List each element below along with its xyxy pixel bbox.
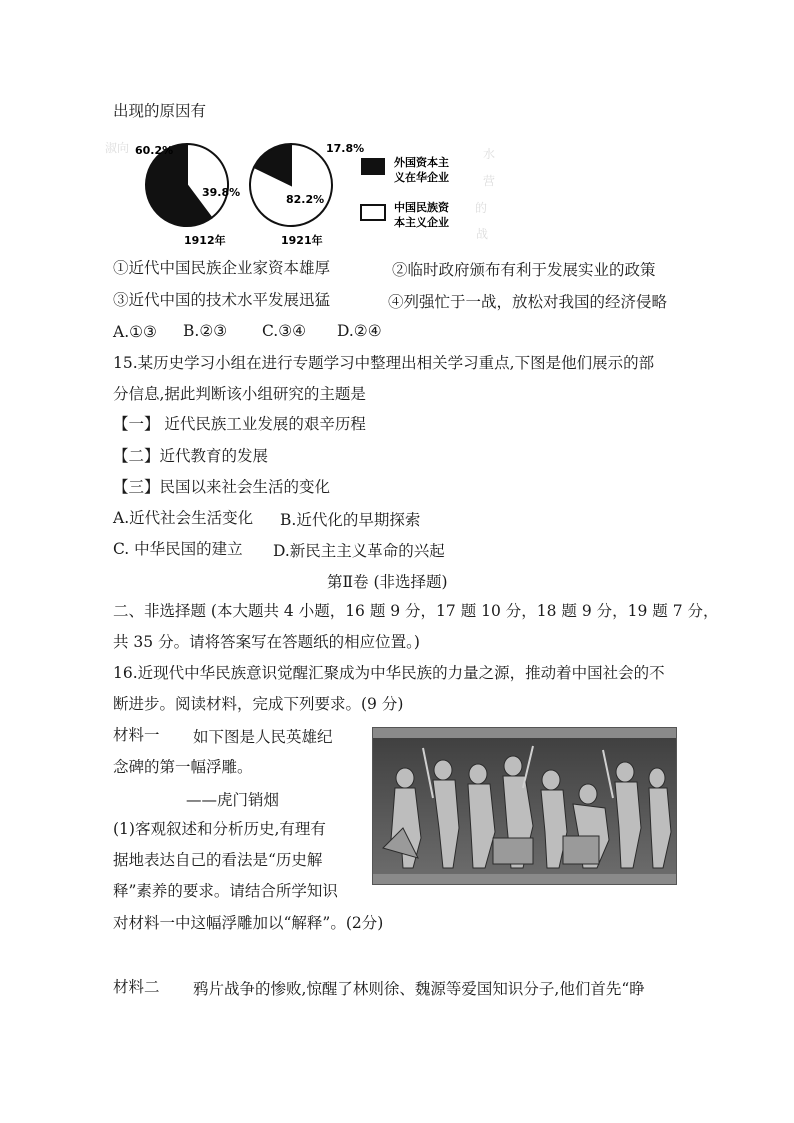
q14-option-b: B.②③ (183, 322, 228, 340)
q15-option-a: A.近代社会生活变化 (113, 509, 254, 527)
svg-text:水: 水 (483, 147, 496, 161)
q15-item-3: 【三】民国以来社会生活的变化 (113, 478, 331, 496)
q14-statement-3: ③近代中国的技术水平发展迅猛 (113, 291, 331, 309)
part2-intro-line2: 共 35 分。请将答案写在答题纸的相应位置。) (113, 633, 420, 651)
q15-option-d: D.新民主主义革命的兴起 (273, 542, 445, 560)
q15-item-2: 【二】近代教育的发展 (113, 447, 269, 465)
material-1-label: 材料一 (113, 726, 160, 744)
pie-1921 (250, 144, 332, 226)
svg-text:的: 的 (475, 201, 488, 215)
q14-stem-tail: 出现的原因有 (113, 102, 207, 120)
q14-statement-1: ①近代中国民族企业家资本雄厚 (113, 259, 331, 277)
q16-sub1-line1: (1)客观叙述和分析历史,有理有 (113, 820, 326, 838)
material-2-label: 材料二 (113, 978, 160, 996)
pie-1912-label-foreign: 60.2% (135, 144, 174, 157)
pie-1921-label-national: 82.2% (286, 193, 325, 206)
material-1-caption: ——虎门销烟 (186, 791, 280, 809)
q15-option-c: C. 中华民国的建立 (113, 540, 243, 558)
part2-title: 第Ⅱ卷 (非选择题) (327, 573, 448, 591)
svg-text:战: 战 (476, 227, 489, 241)
q14-pie-charts (103, 130, 503, 248)
legend-swatch-national (361, 205, 385, 220)
q15-option-b: B.近代化的早期探索 (280, 511, 421, 529)
q16-sub1-line3: 释”素养的要求。请结合所学知识 (113, 882, 338, 900)
pie-1912-label-national: 39.8% (202, 186, 241, 199)
pie-1912-year: 1912年 (184, 234, 226, 247)
legend-foreign-line1: 外国资本主 (394, 156, 449, 169)
q16-sub1-line2: 据地表达自己的看法是“历史解 (113, 851, 323, 869)
q16-stem-line2: 断进步。阅读材料，完成下列要求。(9 分) (113, 695, 404, 713)
q16-stem-line1: 16.近现代中华民族意识觉醒汇聚成为中华民族的力量之源，推动着中国社会的不 (113, 664, 665, 682)
q14-statement-2: ②临时政府颁布有利于发展实业的政策 (392, 261, 656, 279)
material-1-text-line1: 如下图是人民英雄纪 (193, 728, 333, 746)
humen-relief-image (372, 727, 677, 885)
q15-item-1: 【一】 近代民族工业发展的艰辛历程 (113, 415, 366, 433)
legend-swatch-foreign (361, 158, 385, 175)
pie-1921-year: 1921年 (281, 234, 323, 247)
q14-statement-4: ④列强忙于一战，放松对我国的经济侵略 (388, 293, 668, 311)
svg-text:营: 营 (483, 174, 496, 188)
legend-foreign-line2: 义在华企业 (394, 171, 449, 184)
q16-sub1-line4: 对材料一中这幅浮雕加以“解释”。(2分) (113, 914, 384, 932)
legend-national-line1: 中国民族资 (394, 201, 449, 214)
svg-text:淑向: 淑向 (105, 141, 130, 155)
q15-stem-line1: 15.某历史学习小组在进行专题学习中整理出相关学习重点,下图是他们展示的部 (113, 354, 655, 372)
material-1-text-line2: 念碑的第一幅浮雕。 (113, 758, 253, 776)
pie-1921-label-foreign: 17.8% (326, 142, 365, 155)
q14-option-d: D.②④ (337, 322, 382, 340)
q14-option-a: A.①③ (113, 323, 157, 341)
material-2-text: 鸦片战争的惨败,惊醒了林则徐、魏源等爱国知识分子,他们首先“睁 (193, 980, 645, 998)
legend-national-line2: 本主义企业 (394, 216, 449, 229)
q14-option-c: C.③④ (262, 322, 307, 340)
q15-stem-line2: 分信息,据此判断该小组研究的主题是 (113, 385, 366, 403)
part2-intro-line1: 二、非选择题 (本大题共 4 小题，16 题 9 分，17 题 10 分，18 题 9 分，19 题 7 分， (113, 602, 719, 620)
